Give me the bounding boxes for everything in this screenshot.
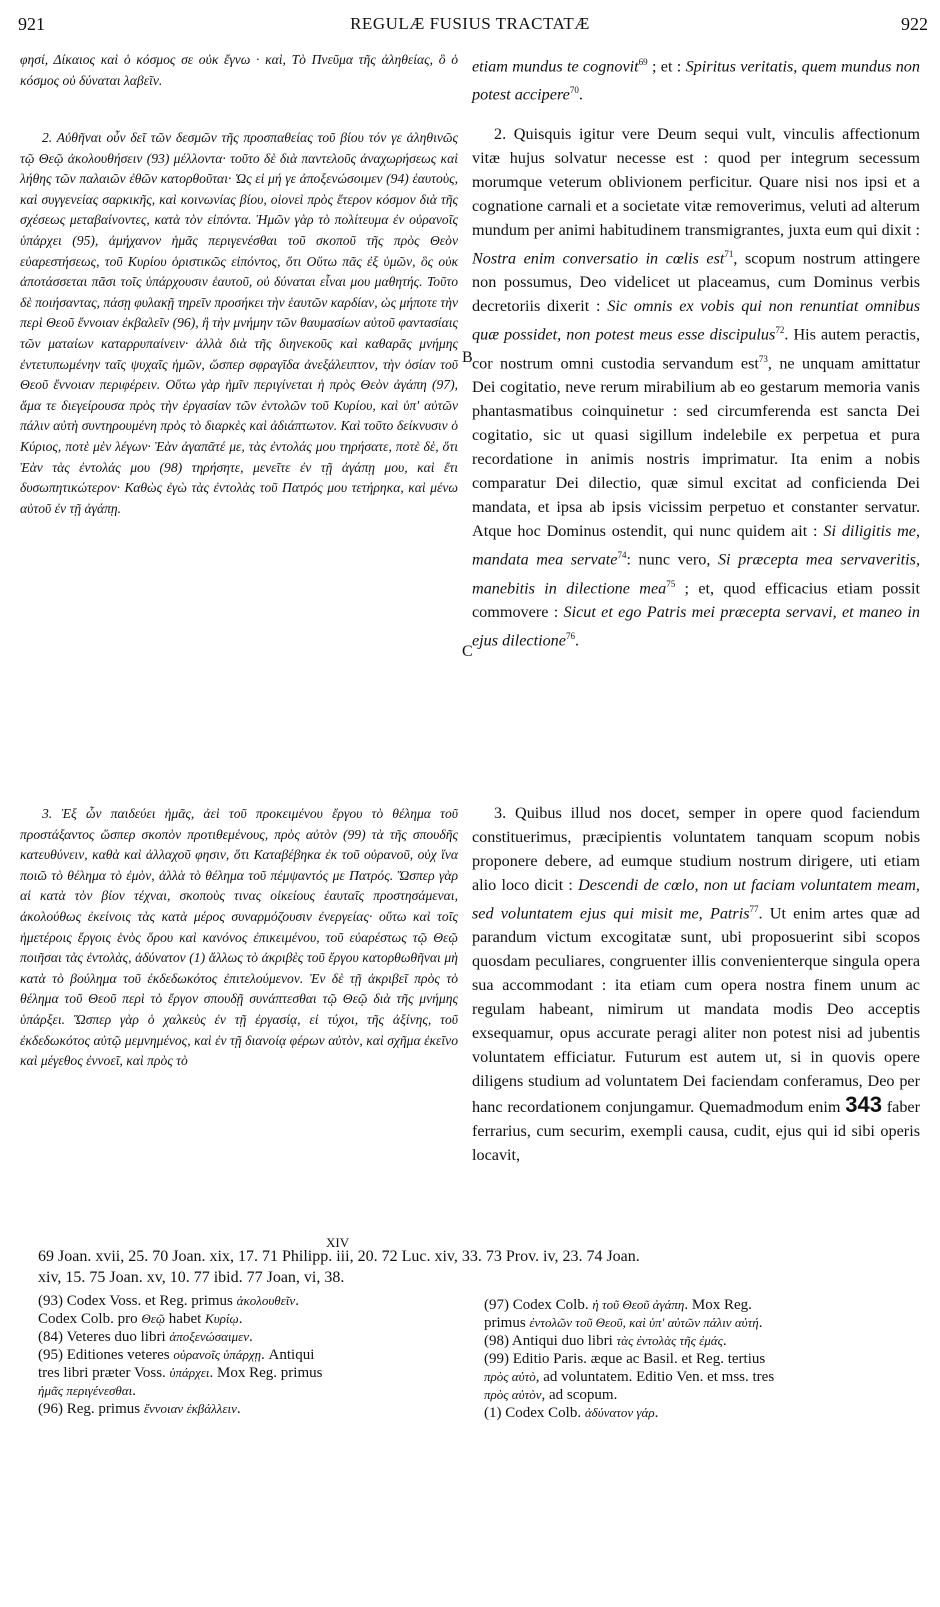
column-number-343: 343 <box>845 1092 882 1118</box>
critical-note: (93) Codex Voss. et Reg. primus ἀκολουθεῖν. <box>38 1293 299 1309</box>
footnote-line: xiv, 15. 75 Joan. xv, 10. 77 ibid. 77 Joan, vi, 38. <box>38 1269 345 1286</box>
critical-note: πρὸς αὐτὸ, ad voluntatem. Editio Ven. et mss. tres <box>484 1369 775 1385</box>
critical-note: (99) Editio Paris. æque ac Basil. et Reg. tertius <box>484 1351 766 1367</box>
running-title: REGULÆ FUSIUS TRACTATÆ <box>350 14 590 33</box>
critical-note: πρὸς αὐτὸν, ad scopum. <box>484 1387 618 1403</box>
critical-note: primus ἐντολῶν τοῦ Θεοῦ, καὶ ὑπ' αὐτῶν πάλιν αὐτή. <box>484 1315 763 1331</box>
scripture-footnotes <box>38 1246 922 1288</box>
greek-paragraph-3: 3. Ἐξ ὧν παιδεύει ἡμᾶς, ἀεὶ τοῦ προκειμένου ἔργου τὸ θέλημα τοῦ προστάξαντος ὥσπερ σκοπὸν προτιθεμένους, πρὸς αὐτὸν (99) τὰ τῆς σπουδῆς κατευθύνειν, καθὰ καὶ ἀλλαχοῦ φησιν, ὅτι Καταβέβηκα ἐκ τοῦ οὐρανοῦ, οὐχ ἵνα ποιῶ τὸ θέλημα τὸ ἐμὸν, ἀλλὰ τὸ θέλημα τοῦ πέμψαντός με Πατρός. Ὥσπερ γὰρ αἱ κατὰ τὸν βίον τέχναι, σκοποὺς τινας οἰκείους ἑαυταῖς προστησάμεναι, ἀκολούθως ἐκείνοις τὰς κατὰ μέρος συναρμόζουσιν ἐνεργείας· οὕτω καὶ τοῖς ἡμετέροις ἔργοις ἑνὸς ὅρου καὶ κανόνος ἐπικειμένου, τοῦ εὐαρέστως τῷ Θεῷ ποιῆσαι τὰς ἐντολὰς, ἀδύνατον (1) ἄλλως τὸ ἀκριβὲς τοῦ ἔργου κατορθωθῆναι μὴ κατὰ τὸ βούλημα τοῦ ἐκδεδωκότος ἐπιτελούμενον. Ἐν δὲ τῇ ἀκριβεῖ πρὸς τὸ θέλημα τοῦ Θεοῦ περὶ τὸ ἔργον σπουδῇ συνάπτεσθαι τῷ Θεῷ διὰ τῆς μνήμης ὑπάρξει. Ὥσπερ γὰρ ὁ χαλκεὺς ἐν τῇ ἐργασίᾳ, εἰ τύχοι, τῆς ἀξίνης, τοῦ ἐκδεδωκότος αὐτῷ μεμνημένος, καὶ ἐν τῇ διανοίᾳ φέρων αὐτὸν, καὶ σχῆμα ἐκεῖνο καὶ μέγεθος ἐννοεῖ, καὶ πρὸς τὸ <box>20 806 458 1069</box>
margin-letter-c: C <box>462 643 473 660</box>
critical-note: (84) Veteres duo libri ἀποξενώσαιμεν. <box>38 1329 253 1345</box>
latin-top-paragraph: etiam mundus te cognovit$^{69}$ ; et : Spiritus veritatis, quem mundus non potest accipere$^{70}$. <box>472 57 920 104</box>
critical-note: Codex Colb. pro Θεῷ habet Κυρίῳ. <box>38 1311 243 1327</box>
critical-note: (97) Codex Colb. ἡ τοῦ Θεοῦ ἀγάπη. Mox Reg. <box>484 1297 752 1313</box>
page-number-left: 921 <box>18 14 45 34</box>
critical-notes-right <box>484 1296 914 1422</box>
latin-paragraph-2: 2. Quisquis igitur vere Deum sequi vult, vinculis affectionum vitæ hujus solvatur necesse est : quod per integrum secessum morumque veterum oblivionem perficitur. Quare nisi nos ipsi et a cognatione carnali et a societate vitæ removerimus, veluti ad alterum mundum per animi habitudinem transmigrantes, juxta eum qui dixit : Nostra enim conversatio in cœlis est$^{71}$, scopum nostrum attingere non possumus, Deo videlicet ut placeamus, cum Dominus verbis decretoriis dixerit : Sic omnis ex vobis qui non renuntiat omnibus quæ possidet, non potest meus esse discipulus$^{72}$. His autem peractis, cor nostrum omni custodia servandum est$^{73}$, ne unquam amittatur Dei cogitatio, neve rerum mirabilium ab eo gestarum memoria vanis phantasmatibus coinquinetur : sed circumferenda est sancta Dei cogitatio, sic ut quasi sigillum indelebile ex perpetua et pura recordatione in animis nostris imprimatur. Ita enim a nobis comparatur Dei dilectio, quæ simul excitat ad conficienda Dei mandata, et ipsa ab ipsis vicissim perpetuo et constanter servatur. Atque hoc Dominus ostendit, qui nunc quidem ait : Si diligitis me, mandata mea servate$^{74}$: nunc vero, Si præcepta mea servaveritis, manebitis in dilectione mea$^{75}$ ; et, quod efficacius etiam possit commovere : Sicut et ego Patris mei præcepta servavi, et maneo in ejus dilectione$^{76}$. <box>472 125 921 650</box>
latin-paragraph-3: 3. Quibus illud nos docet, semper in opere quod faciendum constituerimus, præcipientis voluntatem tanquam scopum nobis proponere debere, ad eumque studium nostrum dirigere, uti etiam alio loco dicit : Descendi de cœlo, non ut faciam voluntatem meam, sed voluntatem ejus qui misit me, Patris$^{77}$. Ut enim artes quæ ad parandum victum excogitatæ sunt, ubi proposuerint sibi scopos quosdam peculiares, congruenter illis convenienterque singula opera sua accommodant : ita etiam cum opera nostra finem unum ac regulam habeant, nimirum ut mandata modis Deo acceptis exsequamur, opus accurate peragi aliter non potest nisi ad jubentis voluntatem efficiatur. Futurum est autem ut, si in quovis opere diligens studium ad voluntatem Dei faciendam conferamus, Deo per hanc recordationem conjungamur. Quemadmodum enim 343 faber ferrarius, cum securim, exempli causa, cudit, ejus qui id sibi operis locavit, <box>472 804 920 1165</box>
greek-top-paragraph: φησί, Δίκαιος καὶ ὁ κόσμος σε οὐκ ἔγνω · καὶ, Τὸ Πνεῦμα τῆς ἀληθείας, ὃ ὁ κόσμος οὐ δύναται λαβεῖν. <box>20 52 458 88</box>
margin-letter-b: B <box>462 349 473 366</box>
critical-note: (98) Antiqui duo libri τὰς ἐντολὰς τῆς ἐμάς. <box>484 1333 727 1349</box>
critical-note: ἡμᾶς περιγένεσθαι. <box>38 1383 136 1399</box>
chapter-mark-xiv: XIV <box>326 1235 350 1250</box>
greek-paragraph-2: 2. Αὐθῆναι οὖν δεῖ τῶν δεσμῶν τῆς προσπαθείας τοῦ βίου τόν γε ἀληθινῶς τῷ Θεῷ ἀκολουθήσειν (93) μέλλοντα· τοῦτο δὲ διὰ παντελοῦς ἀναχωρήσεως καὶ λήθης τῶν παλαιῶν ἐθῶν κατορθοῦται· Ὡς εἰ μή γε ἀποξενώσοιμεν (94) ἑαυτοὺς, καὶ συγγενείας σαρκικῆς, καὶ κοινωνίας βίου, οἱονεὶ πρὸς ἕτερον κόσμον διὰ τῆς σχέσεως μεταβαίνοντες, κατὰ τὸν εἰπόντα. Ἡμῶν γὰρ τὸ πολίτευμα ἐν οὐρανοῖς ὑπάρχει (95), ἀμήχανον ἡμᾶς περιγενέσθαι τοῦ σκοποῦ τῆς πρὸς Θεὸν εὐαρεστήσεως, τοῦ Κυρίου ὁριστικῶς εἰπόντος, ὅτι Οὕτω πᾶς ἐξ ὑμῶν, ὃς οὐκ ἀποτάσσεται πᾶσι τοῖς ὑπάρχουσιν ἑαυτοῦ, οὐ δύναται εἶναι μου μαθητής. Τοῦτο δὲ ποιήσαντας, πάσῃ φυλακῇ τηρεῖν προσήκει τὴν ἑαυτῶν καρδίαν, ὡς μήποτε τὴν περὶ Θεοῦ ἔννοιαν ἐκβαλεῖν (96), ἢ τὴν μνήμην τῶν θαυμασίων αὐτοῦ φαντασίαις τῶν ματαίων καταρρυπαίνειν· ἀλλὰ διὰ τῆς διηνεκοῦς καὶ καθαρᾶς μνήμης ἐντετυπωμένην ταῖς ψυχαῖς ἡμῶν, ὥσπερ σφραγῖδα ἀνεξάλειπτον, τὴν ὁσίαν τοῦ Θεοῦ ἔννοιαν περιφέρειν. Οὕτω γὰρ ἡμῖν περιγίνεται ἡ πρὸς Θεὸν ἀγάπη (97), ἅμα τε διεγείρουσα πρὸς τὴν ἐργασίαν τῶν ἐντολῶν τοῦ Κυρίου, καὶ ὑπ' αὐτῶν πάλιν αὐτὴ συντηρουμένη πρὸς τὸ διαρκὲς καὶ ἀδιάπτωτον. Καὶ τοῦτο δείκνυσιν ὁ Κύριος, ποτὲ μὲν λέγων· Ἐὰν ἀγαπᾶτέ με, τὰς ἐντολάς μου τηρήσατε, ποτὲ δὲ, ὅτι Ἐὰν τὰς ἐντολάς μου (98) τηρήσητε, μενεῖτε ἐν τῇ ἀγάπῃ μου, καὶ ἔτι δυσωπητικώτερον· Καθὼς ἐγὼ τὰς ἐντολὰς τοῦ Πατρός μου τετήρηκα, καὶ μένω αὐτοῦ ἐν τῇ ἀγάπῃ. <box>20 130 458 516</box>
critical-note: (96) Reg. primus ἔννοιαν ἐκβάλλειν. <box>38 1401 241 1417</box>
critical-note: tres libri præter Voss. ὑπάρχει. Mox Reg. primus <box>38 1365 323 1381</box>
footnote-line: 69 Joan. xvii, 25. 70 Joan. xix, 17. 71 Philipp. iii, 20. 72 Luc. xiv, 33. 73 Prov. iv, 23. 74 Joan. <box>38 1248 640 1265</box>
critical-note: (1) Codex Colb. ἀδύνατον γάρ. <box>484 1405 659 1421</box>
page-number-right: 922 <box>901 14 928 34</box>
critical-note: (95) Editiones veteres οὐρανοῖς ὑπάρχῃ. Antiqui <box>38 1347 315 1363</box>
critical-notes-left <box>38 1292 468 1418</box>
